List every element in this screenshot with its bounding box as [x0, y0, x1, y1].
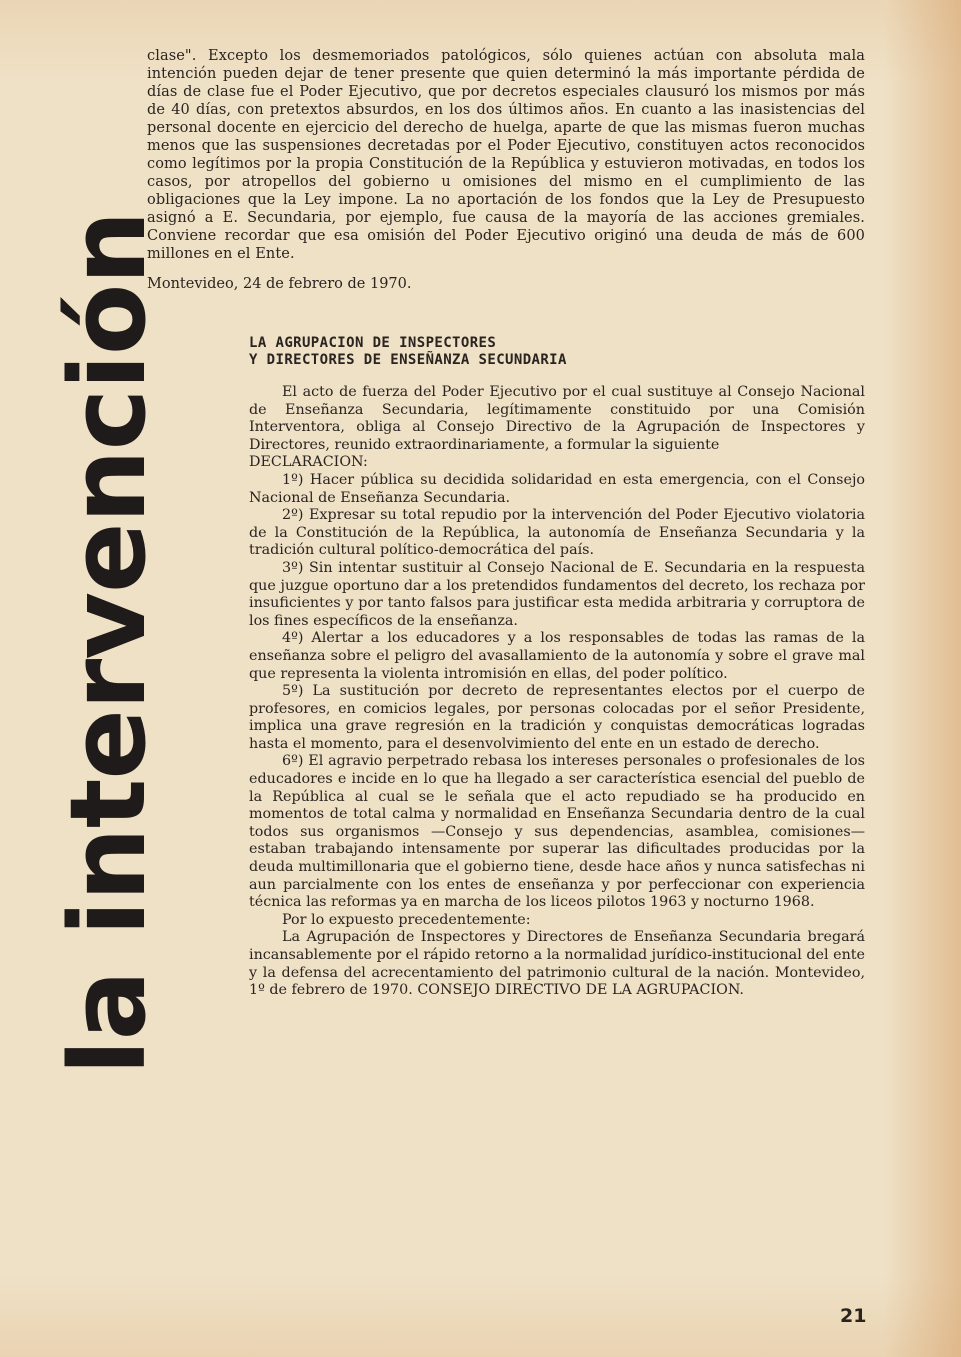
declaration-label: DECLARACION: — [249, 454, 368, 471]
point-1: 1º) Hacer pública su decidida solidaridad en esta emergencia, con el Consejo Nacional de Enseñanza Secundaria. — [249, 471, 865, 506]
point-5: 5º) La sustitución por decreto de representantes electos por el cuerpo de profesores, en comicios legales, por personas colocadas por el señor Presidente, implica una grave regresión en la tradición y conquistas democráticas logradas hasta el momento, para el desenvolvimiento del ente en un estado de derecho. — [249, 683, 865, 752]
side-title: la intervención — [47, 211, 169, 1075]
point-2: 2º) Expresar su total repudio por la intervención del Poder Ejecutivo violatoria de la Constitución de la República, la autonomía de Enseñanza Secundaria y la tradición cultural político-democrática del país. — [249, 507, 865, 559]
conclusion-intro: Por lo expuesto precedentemente: — [282, 911, 531, 928]
declaration-body — [249, 384, 865, 1000]
section-heading — [249, 335, 865, 369]
point-6: 6º) El agravio perpetrado rebasa los intereses personales o profesionales de los educadores e incide en lo que ha llegado a ser característica esencial del pueblo de la República al cual se le señala que el acto repudiado se ha producido en momentos de total calma y normalidad en Enseñanza Secundaria dentro de la cual todos sus organismos —Consejo y sus dependencias, asamblea, comisiones— estaban trabajando intensamente por superar las dificultades producidas por la deuda multimillonaria que el gobierno tiene, desde hace años y nunca satisfechas ni aun parcialmente con los entes de enseñanza y por perfeccionar con experiencia técnica las reformas ya en marcha de los liceos pilotos 1963 y nocturno 1968. — [249, 753, 865, 911]
opening-paragraph: El acto de fuerza del Poder Ejecutivo por el cual sustituye al Consejo Nacional de Enseñanza Secundaria, legítimamente constituido por una Comisión Interventora, obliga al Consejo Directivo de la Agrupación de Inspectores y Directores, reunido extraordinariamente, a formular la siguiente — [249, 384, 865, 453]
heading-line-2: Y DIRECTORES DE ENSEÑANZA SECUNDARIA — [249, 352, 567, 368]
point-4: 4º) Alertar a los educadores y a los responsables de todas las ramas de la enseñanza sobre el peligro del avasallamiento de la autonomía y sobre el grave mal que representa la violenta intromisión en ellas, del poder político. — [249, 630, 865, 682]
page-number: 21 — [840, 1305, 867, 1327]
intro-paragraph: clase". Excepto los desmemoriados patológicos, sólo quienes actúan con absoluta mala intención pueden dejar de tener presente que quien determinó la más importante pérdida de días de clase fue el Poder Ejecutivo, que por decretos especiales clausuró los mismos por más de 40 días, con pretextos absurdos, en los dos últimos años. En cuanto a las inasistencias del personal docente en ejercicio del derecho de huelga, aparte de que las mismas fueron muchas menos que las suspensiones decretadas por el Poder Ejecutivo, constituyen actos reconocidos como legítimos por la propia Constitución de la República y estuvieron motivadas, en todos los casos, por atropellos del gobierno u omisiones del mismo en el cumplimiento de las obligaciones que la Ley impone. La no aportación de los fondos que la Ley de Presupuesto asignó a E. Secundaria, por ejemplo, fue causa de la mayoría de las acciones gremiales. Conviene recordar que esa omisión del Poder Ejecutivo originó una deuda de más de 600 millones en el Ente. — [147, 48, 865, 262]
signoff-date: Montevideo, 24 de febrero de 1970. — [147, 276, 412, 292]
point-3: 3º) Sin intentar sustituir al Consejo Nacional de E. Secundaria en la respuesta que juzgue oportuno dar a los pretendidos fundamentos del decreto, los rechaza por insuficientes y por tanto falsos para justificar esta medida arbitraria y corruptora de los fines específicos de la enseñanza. — [249, 559, 865, 629]
heading-line-1: LA AGRUPACION DE INSPECTORES — [249, 335, 497, 351]
conclusion-paragraph: La Agrupación de Inspectores y Directores de Enseñanza Secundaria bregará incansablemente por el rápido retorno a la normalidad jurídico-institucional del ente y la defensa del acrecentamiento del patrimonio cultural de la nación. Montevideo, 1º de febrero de 1970. CONSEJO DIRECTIVO DE LA AGRUPACION. — [249, 929, 865, 999]
